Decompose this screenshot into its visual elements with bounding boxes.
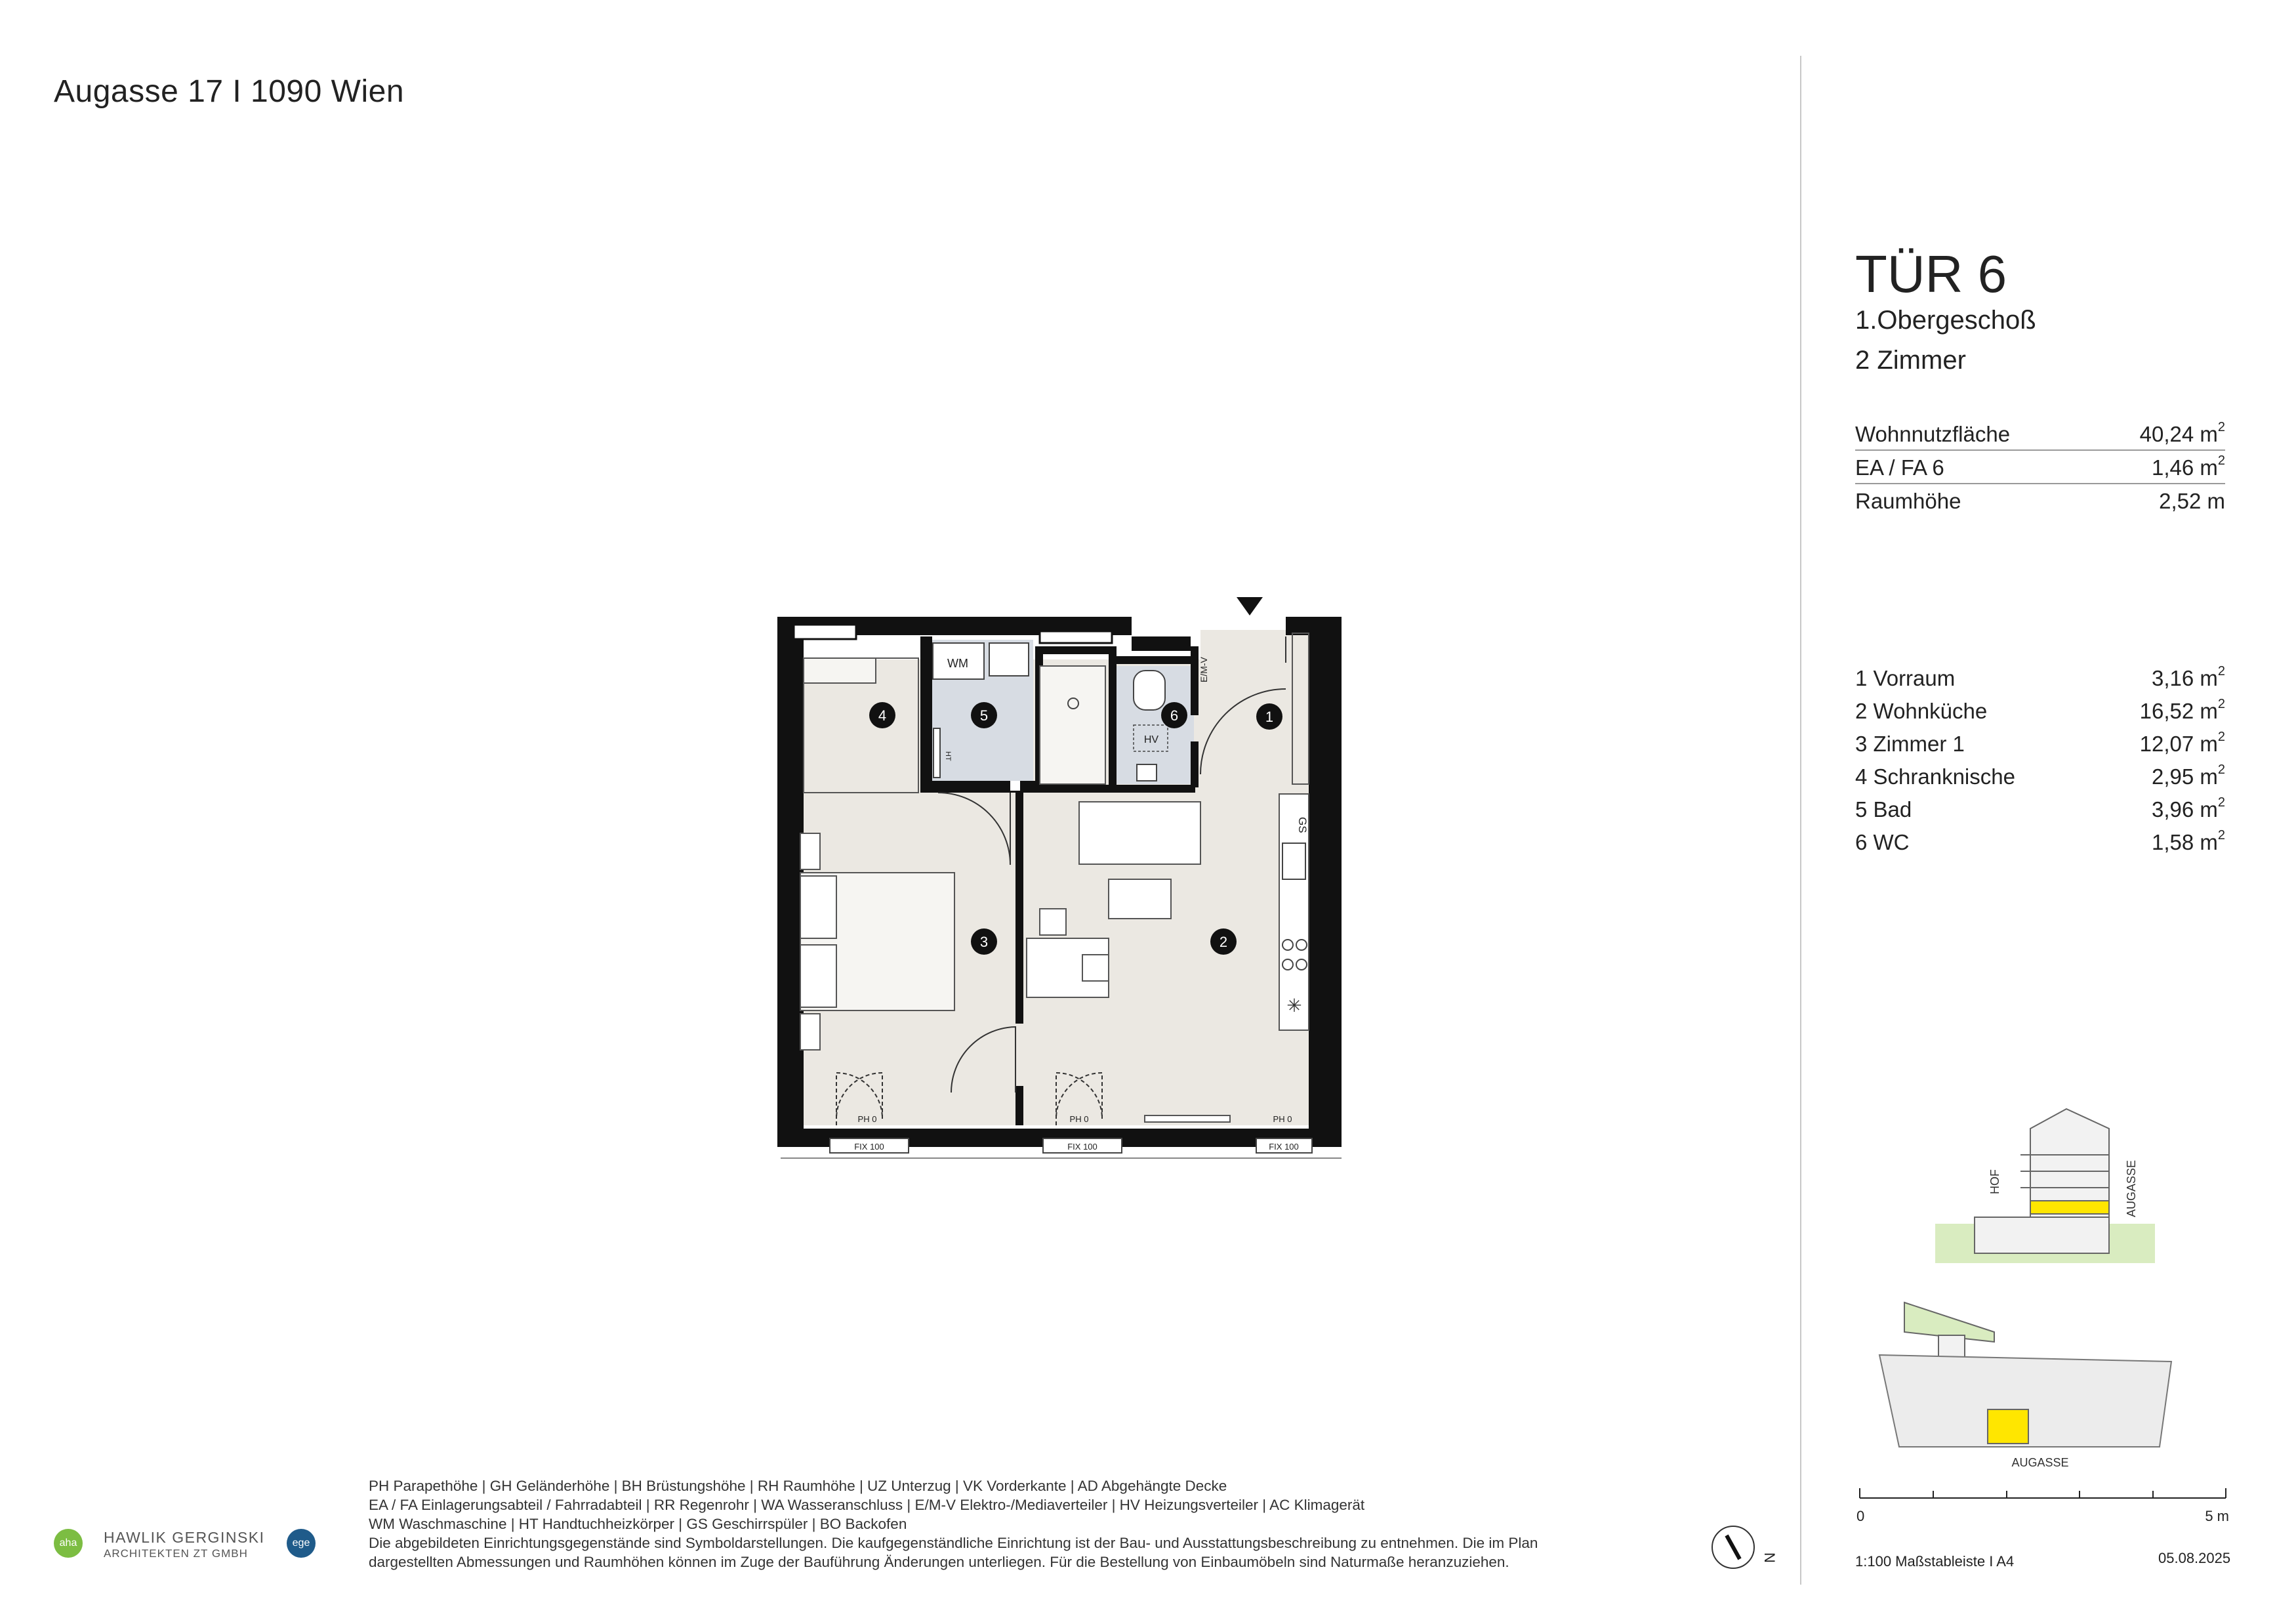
unit-floor: 1.Obergeschoß — [1855, 306, 2036, 335]
hof-label: HOF — [1988, 1169, 2001, 1194]
room-area: 1,58 $m^2$ — [2151, 828, 2225, 854]
legend-line: WM Waschmaschine | HT Handtuchheizkörper | GS Geschirrspüler | BO Backofen — [369, 1516, 907, 1532]
project-address: Augasse 17 I 1090 Wien — [54, 74, 405, 109]
summary-value: 40,24 $m^2$ — [2139, 420, 2225, 446]
plan-date: 05.08.2025 — [2158, 1550, 2231, 1566]
summary-label: Wohnnutzfläche — [1855, 422, 2011, 446]
aha-logo: aha — [54, 1529, 83, 1558]
towel-heater — [933, 728, 940, 778]
window — [794, 625, 856, 639]
floor-plan — [774, 587, 1351, 1178]
firm-subtitle: ARCHITEKTEN ZT GMBH — [104, 1547, 248, 1560]
window — [1040, 631, 1112, 643]
fix-label: FIX 100 — [854, 1142, 884, 1152]
scale-start: 0 — [1856, 1508, 1865, 1524]
summary-row — [1855, 484, 2225, 516]
room-area: 3,16 $m^2$ — [2151, 664, 2225, 690]
room-label: 1 Vorraum — [1855, 666, 1956, 690]
shelf — [804, 658, 876, 683]
highlighted-unit — [1988, 1409, 2028, 1444]
scale-ticks — [1860, 1488, 2226, 1498]
room-marker — [971, 702, 997, 728]
pillow — [800, 945, 836, 1007]
room-marker — [1161, 702, 1187, 728]
nightstand — [800, 833, 820, 869]
svg-text:4: 4 — [878, 707, 887, 724]
ph-label: PH 0 — [1273, 1114, 1292, 1124]
ph-label: PH 0 — [1069, 1114, 1089, 1124]
sliding-door — [1145, 1115, 1230, 1122]
emv-label: E/M-V — [1199, 657, 1209, 682]
pillow — [800, 876, 836, 938]
augasse-street-label: AUGASSE — [2011, 1456, 2069, 1469]
room-label: 2 Wohnküche — [1855, 699, 1988, 723]
room-row — [1855, 661, 2225, 694]
chair — [1040, 909, 1066, 935]
room-area: 3,96 $m^2$ — [2151, 795, 2225, 822]
svg-text:1: 1 — [1265, 709, 1274, 725]
room-area: 12,07 $m^2$ — [2139, 730, 2225, 756]
room-label: 3 Zimmer 1 — [1855, 732, 1965, 756]
room-label: 5 Bad — [1855, 797, 1912, 822]
legend-line: PH Parapethöhe | GH Geländerhöhe | BH Brüstungshöhe | RH Raumhöhe | UZ Unterzug | VK Vorderkante | AD Abgehängte Decke — [369, 1478, 1227, 1494]
gs-label: GS — [1296, 817, 1309, 833]
ht-label: HT — [944, 751, 952, 761]
hv-label: HV — [1143, 734, 1159, 745]
scale-end: 5 m — [2205, 1508, 2229, 1524]
sink — [989, 643, 1029, 676]
summary-row — [1855, 450, 2225, 484]
room-row — [1855, 825, 2225, 858]
fix-label: FIX 100 — [1067, 1142, 1097, 1152]
firm-name: HAWLIK GERGINSKI — [104, 1529, 265, 1546]
room-marker — [1256, 703, 1282, 730]
room-area: 16,52 $m^2$ — [2139, 697, 2225, 723]
room-label: 4 Schranknische — [1855, 764, 2015, 789]
room-area: 2,95 $m^2$ — [2151, 762, 2225, 789]
unit-rooms-count: 2 Zimmer — [1855, 346, 1966, 375]
entrance-arrow-icon — [1237, 597, 1263, 615]
svg-text:2: 2 — [1219, 934, 1228, 950]
svg-text:6: 6 — [1170, 707, 1179, 724]
summary-value: 2,52 m — [2159, 489, 2225, 513]
building-base — [1975, 1217, 2109, 1253]
legend-line: Die abgebildeten Einrichtungsgegenstände sind Symboldarstellungen. Die kaufgegenständliche Einrichtung ist der Bau- und Ausstattungsbeschreibung zu entnehmen. Die im Plan — [369, 1535, 1538, 1551]
ege-logo: ege — [287, 1529, 316, 1558]
room-row — [1855, 792, 2225, 825]
coffee-table — [1109, 879, 1171, 919]
ac-snowflake-icon: ✳ — [1286, 995, 1302, 1016]
svg-text:3: 3 — [979, 934, 989, 950]
legend-line: dargestellten Abmessungen und Raumhöhen können im Zuge der Bauführung Änderungen unterliegen. Für die Bestellung von Einbaumöbeln sind Naturmaße heranzuziehen. — [369, 1554, 1509, 1570]
summary-row — [1855, 417, 2225, 451]
summary-value: 1,46 $m^2$ — [2151, 453, 2225, 480]
scale-bar — [1850, 1480, 2244, 1526]
shower — [1040, 666, 1105, 784]
wm-label: WM — [947, 657, 968, 670]
highlighted-floor — [2030, 1201, 2109, 1214]
room-marker — [971, 928, 997, 955]
scale-label: 1:100 Maßstableiste I A4 — [1855, 1553, 2015, 1570]
ph-label: PH 0 — [857, 1114, 877, 1124]
legend-line: EA / FA Einlagerungsabteil / Fahrradabteil | RR Regenrohr | WA Wasseranschluss | E/M-V Elektro-/Mediaverteiler | HV Heizungsverteiler | AC Klimagerät — [369, 1497, 1365, 1513]
room-marker — [869, 702, 895, 728]
hand-basin — [1137, 764, 1157, 781]
room-row — [1855, 694, 2225, 726]
room-label: 6 WC — [1855, 830, 1910, 854]
summary-label: Raumhöhe — [1855, 489, 1961, 513]
summary-label: EA / FA 6 — [1855, 455, 1944, 480]
augasse-vertical-label: AUGASSE — [2125, 1159, 2138, 1217]
room-marker — [1210, 928, 1237, 955]
building-elevation — [1929, 1102, 2165, 1273]
sofa — [1079, 802, 1200, 864]
site-plan — [1870, 1296, 2178, 1480]
nightstand — [800, 1014, 820, 1050]
room-row — [1855, 726, 2225, 759]
chair — [1082, 955, 1109, 981]
toilet — [1134, 671, 1165, 710]
north-arrow-icon — [1709, 1522, 1781, 1575]
vertical-divider — [1800, 56, 1801, 1585]
north-label: N — [1761, 1552, 1778, 1563]
unit-title: TÜR 6 — [1855, 245, 2007, 303]
fix-label: FIX 100 — [1269, 1142, 1299, 1152]
svg-text:5: 5 — [979, 707, 989, 724]
room-row — [1855, 759, 2225, 792]
